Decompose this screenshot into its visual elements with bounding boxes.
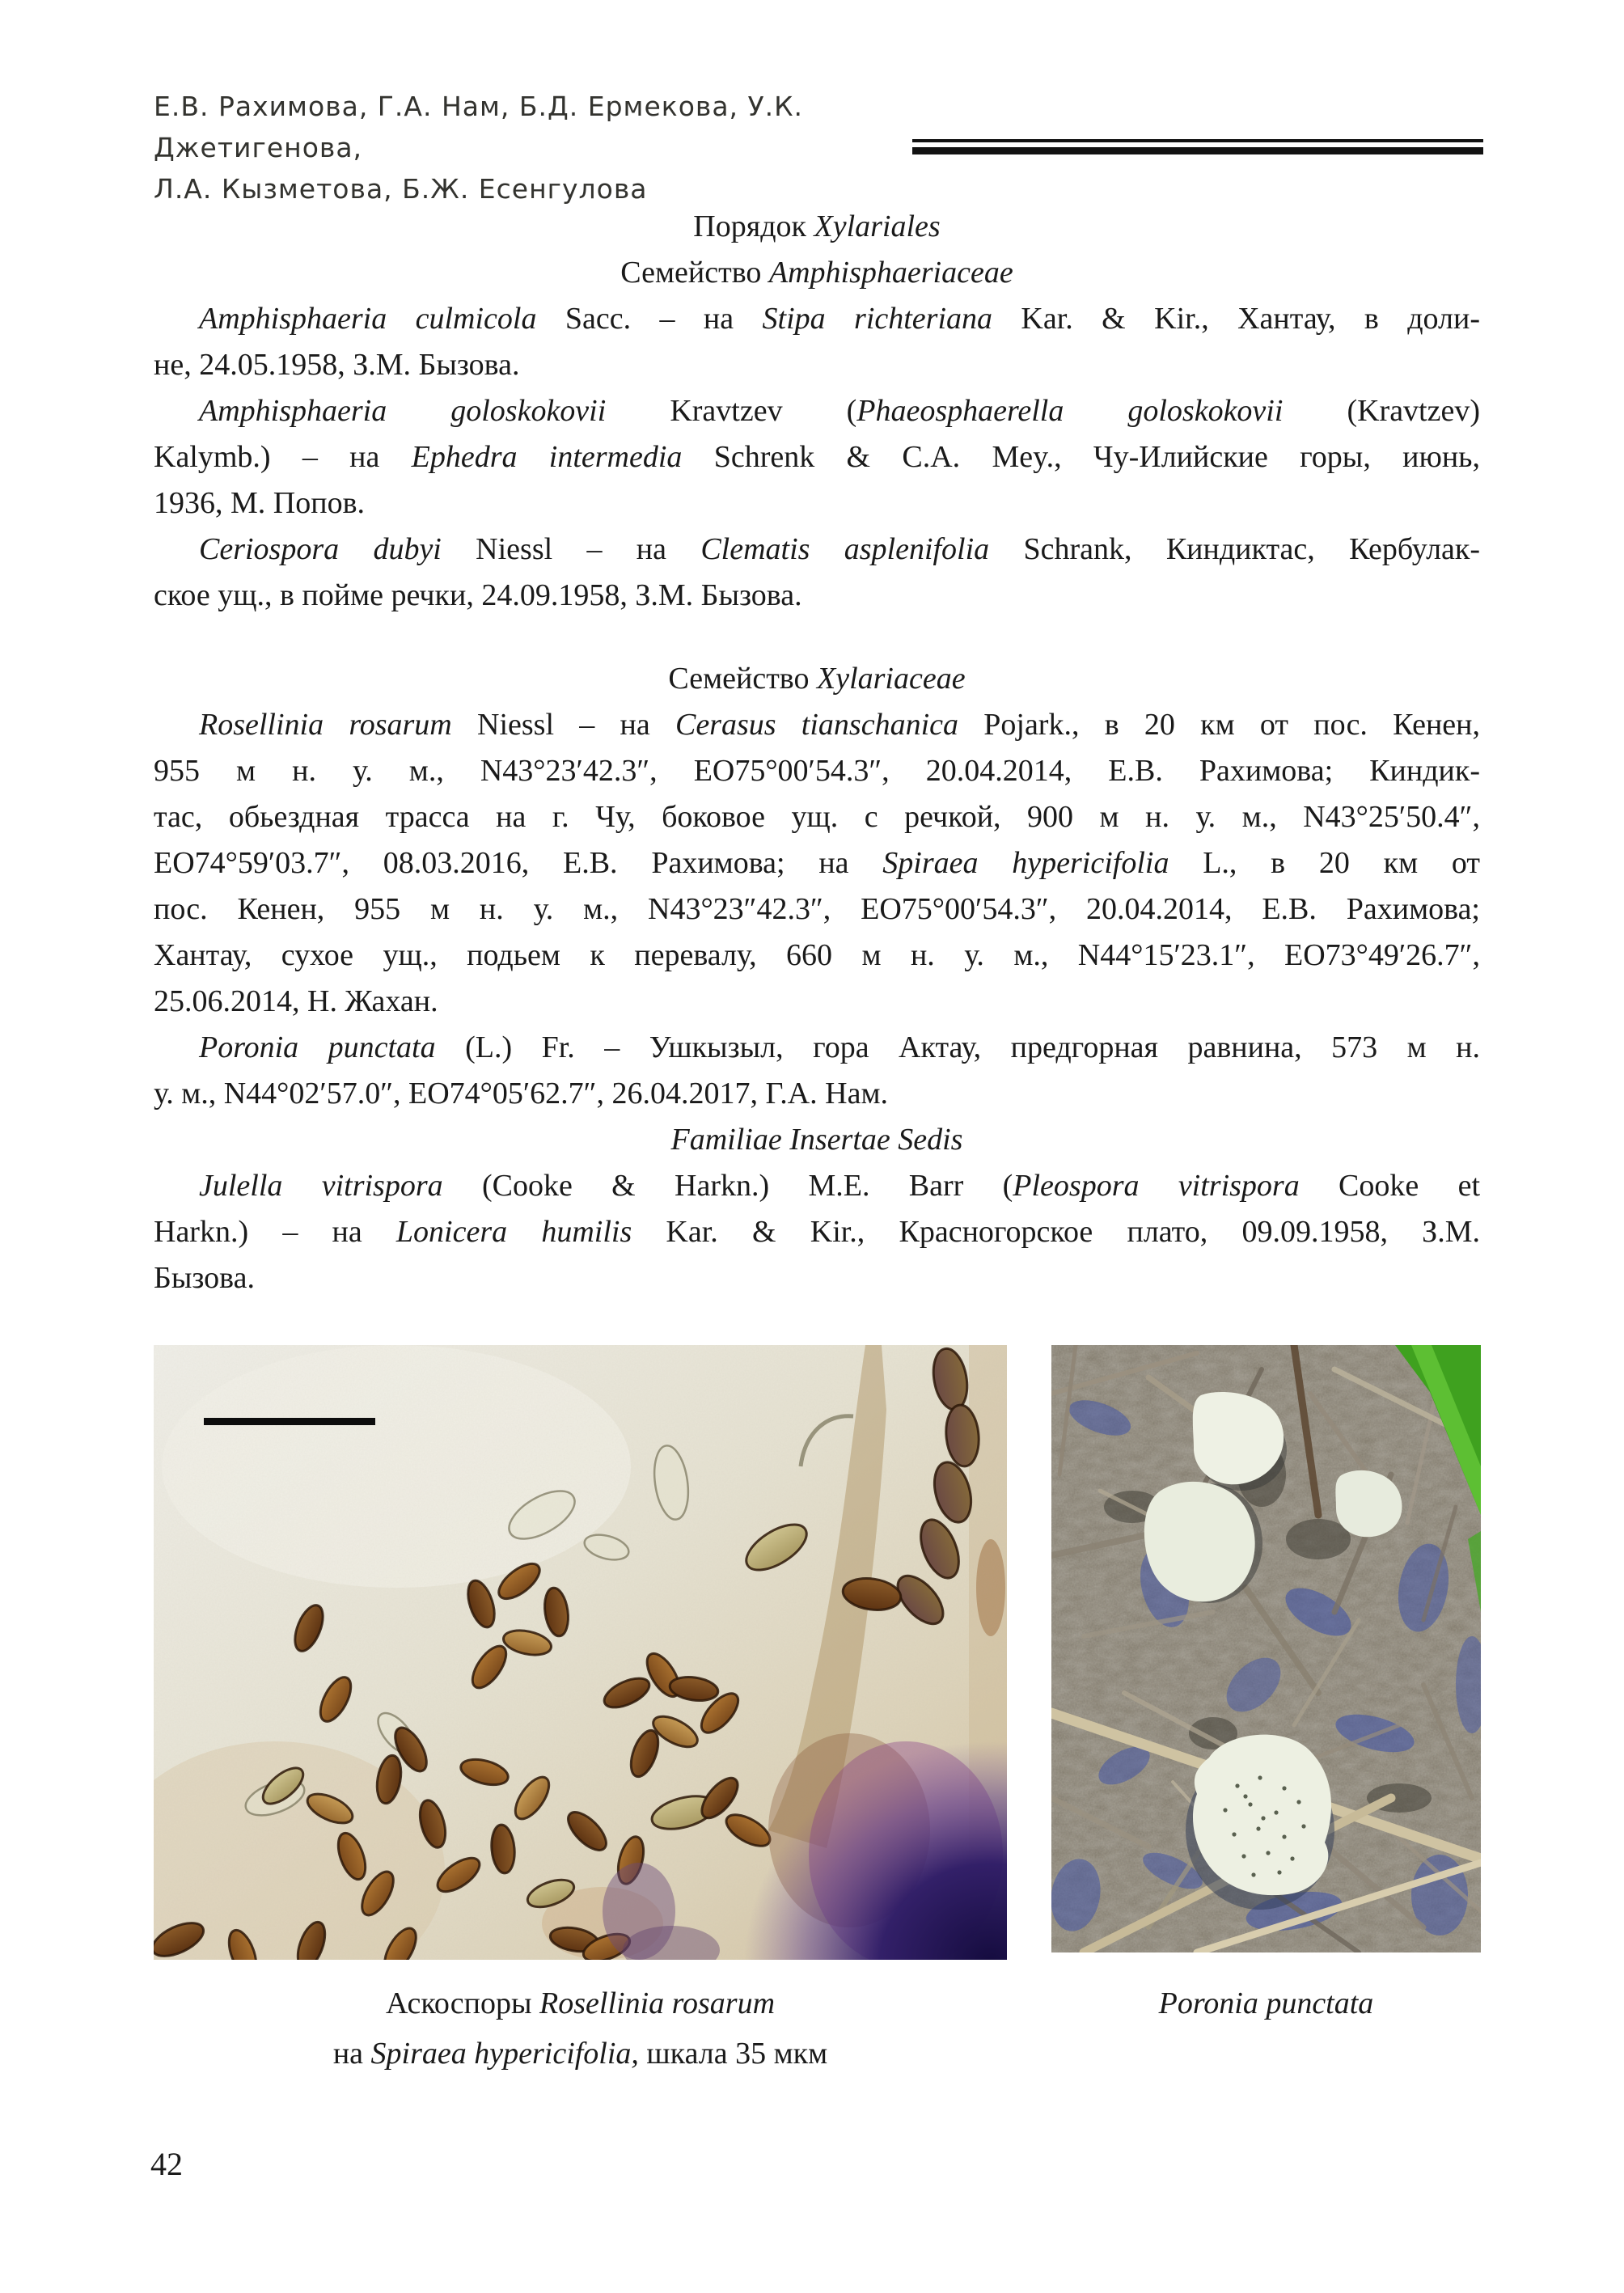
- text-line: [154, 1163, 1480, 1209]
- latin-name: Amphisphaeria goloskokovii: [199, 394, 607, 428]
- figure-caption-right: [1051, 1978, 1481, 2029]
- text-run: (L.) Fr. – Ушкызыл, гора Актау, предгорная равнина, 573 м н.: [435, 1030, 1480, 1064]
- text-run: Kalymb.) – на: [154, 440, 412, 474]
- text-line: [154, 1025, 1480, 1071]
- scale-bar: [204, 1418, 375, 1425]
- latin-name: Cerasus tianschanica: [675, 708, 958, 742]
- text-line: [154, 794, 1480, 840]
- text-line: [154, 1117, 1480, 1163]
- figure-caption-left: [154, 1978, 1007, 2079]
- text-run: Аскоспоры: [385, 1986, 540, 2020]
- latin-name: Rosellinia rosarum: [539, 1986, 776, 2020]
- text-line: [154, 250, 1480, 296]
- text-run: на: [332, 2037, 371, 2071]
- text-run: ское ущ., в пойме речки, 24.09.1958, З.М. Бызова.: [154, 578, 802, 612]
- header-authors: [154, 86, 962, 209]
- text-run: Хантау, сухое ущ., подьем к перевалу, 660 м н. у. м., N44°15′23.1″, EO73°49′26.7″,: [154, 938, 1480, 972]
- text-line: [154, 1255, 1480, 1301]
- latin-name: Spiraea hypericifolia: [882, 846, 1169, 880]
- text-run: Порядок: [693, 209, 814, 243]
- text-run: пос. Кенен, 955 м н. у. м., N43°23″42.3″, EO75°00′54.3″, 20.04.2014, Е.В. Рахимова;: [154, 892, 1480, 926]
- text-line: [154, 933, 1480, 979]
- text-run: Kar. & Kir., Красногорское плато, 09.09.1958, З.М.: [632, 1215, 1480, 1249]
- header-double-rule: [912, 139, 1483, 154]
- field-photo-figure: [1051, 1345, 1481, 1952]
- latin-name: Stipa richteriana: [762, 302, 993, 336]
- text-run: Niessl – на: [451, 708, 675, 742]
- text-run: шкала 35 мкм: [638, 2037, 828, 2071]
- latin-name: Poronia punctata: [199, 1030, 436, 1064]
- text-run: 955 м н. у. м., N43°23′42.3″, EO75°00′54.3″, 20.04.2014, Е.В. Рахимова; Киндик-: [154, 754, 1480, 788]
- text-run: Семейство: [668, 662, 817, 696]
- text-line: [154, 527, 1480, 573]
- text-run: Schrenk & C.A. Mey., Чу-Илийские горы, июнь,: [682, 440, 1480, 474]
- text-line: [1051, 1978, 1481, 2029]
- header-authors-line1: Е.В. Рахимова, Г.А. Нам, Б.Д. Ермекова, У.К. Джетигенова,: [154, 91, 804, 163]
- text-line: [154, 204, 1480, 250]
- text-run: EO74°59′03.7″, 08.03.2016, Е.В. Рахимова; на: [154, 846, 883, 880]
- latin-name: Amphisphaeria culmicola: [199, 302, 537, 336]
- latin-name: Clematis asplenifolia: [700, 532, 990, 566]
- text-line: [154, 702, 1480, 748]
- text-line: [154, 573, 1480, 619]
- text-line: [154, 656, 1480, 702]
- body-text: [154, 204, 1480, 1301]
- text-line: [154, 480, 1480, 527]
- text-line: [154, 886, 1480, 933]
- text-line: [154, 1978, 1007, 2029]
- text-line: [154, 388, 1480, 434]
- latin-name: Phaeosphaerella goloskokovii: [856, 394, 1284, 428]
- latin-name: Xylariales: [814, 209, 941, 243]
- text-run: Бызова.: [154, 1261, 255, 1295]
- text-run: не, 24.05.1958, З.М. Бызова.: [154, 348, 520, 382]
- text-line: [154, 2029, 1007, 2079]
- page-number: 42: [150, 2146, 183, 2182]
- text-run: у. м., N44°02′57.0″, EO74°05′62.7″, 26.04.2017, Г.А. Нам.: [154, 1077, 888, 1111]
- text-run: Harkn.) – на: [154, 1215, 396, 1249]
- latin-name: Julella vitrispora: [199, 1169, 443, 1203]
- text-line: [154, 979, 1480, 1025]
- rule-thick-line: [912, 147, 1483, 154]
- latin-name: Lonicera humilis: [395, 1215, 632, 1249]
- text-run: тас, обьездная трасса на г. Чу, боковое ущ. с речкой, 900 м н. у. м., N43°25′50.4″,: [154, 800, 1480, 834]
- text-line: [154, 1071, 1480, 1117]
- text-line: [154, 434, 1480, 480]
- text-run: Kar. & Kir., Хантау, в доли-: [992, 302, 1480, 336]
- latin-name: Amphisphaeriaceae: [768, 256, 1013, 290]
- micrograph-figure: [154, 1345, 1007, 1960]
- latin-name: Ceriospora dubyi: [199, 532, 442, 566]
- latin-name: Familiae Insertae Sedis: [670, 1123, 963, 1157]
- text-run: Kravtzev (: [606, 394, 857, 428]
- latin-name: Rosellinia rosarum: [199, 708, 452, 742]
- latin-name: Spiraea hypericifolia,: [370, 2037, 639, 2071]
- header-authors-line2: Л.А. Кызметова, Б.Ж. Есенгулова: [154, 173, 648, 205]
- latin-name: Xylariaceae: [817, 662, 966, 696]
- text-line: [154, 296, 1480, 342]
- text-run: 1936, М. Попов.: [154, 486, 366, 520]
- text-line: [154, 342, 1480, 388]
- text-line: [154, 1209, 1480, 1255]
- text-line: [154, 840, 1480, 886]
- text-run: L., в 20 км от: [1169, 846, 1481, 880]
- text-run: Schrank, Киндиктас, Кербулак-: [989, 532, 1481, 566]
- text-run: Pojark., в 20 км от пос. Кенен,: [958, 708, 1480, 742]
- text-run: Sacc. – на: [536, 302, 763, 336]
- text-run: Niessl – на: [441, 532, 701, 566]
- text-run: (Cooke & Harkn.) M.E. Barr (: [442, 1169, 1013, 1203]
- text-run: 25.06.2014, Н. Жахан.: [154, 984, 438, 1018]
- text-run: Семейство: [620, 256, 769, 290]
- latin-name: Poronia punctata: [1158, 1986, 1374, 2020]
- latin-name: Pleospora vitrispora: [1013, 1169, 1300, 1203]
- text-run: Cooke et: [1299, 1169, 1480, 1203]
- latin-name: Ephedra intermedia: [411, 440, 683, 474]
- text-run: (Kravtzev): [1283, 394, 1480, 428]
- text-line: [154, 748, 1480, 794]
